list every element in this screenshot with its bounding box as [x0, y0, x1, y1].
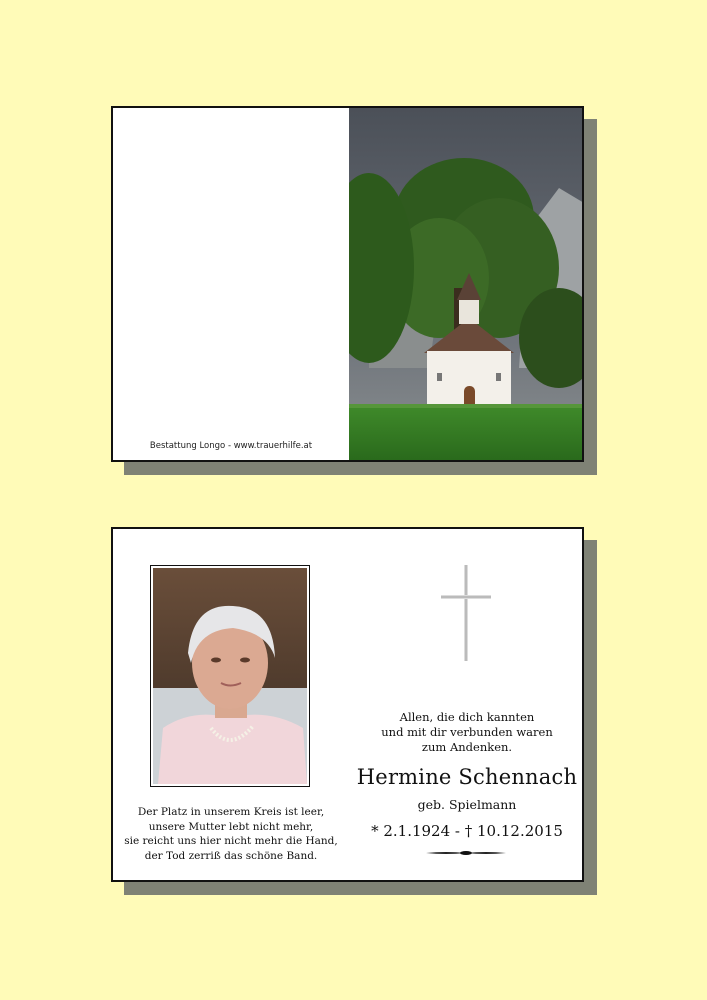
- poem-line: sie reicht uns hier nicht mehr die Hand,: [124, 835, 338, 847]
- front-card-back-panel: [113, 108, 349, 460]
- life-dates: * 2.1.1924 - † 10.12.2015: [371, 822, 563, 840]
- ornament-divider-icon: [426, 849, 506, 857]
- portrait-photo: [153, 568, 307, 784]
- front-card: [111, 106, 584, 462]
- poem-line: Der Platz in unserem Kreis ist leer,: [137, 806, 325, 818]
- chapel-photo: [349, 108, 584, 460]
- inside-card: [111, 527, 584, 882]
- dedication-line: zum Andenken.: [421, 740, 513, 754]
- maiden-name: geb. Spielmann: [417, 797, 517, 812]
- memorial-poem: [113, 805, 349, 863]
- dedication-text: [353, 710, 581, 755]
- poem-line: unsere Mutter lebt nicht mehr,: [148, 820, 314, 833]
- funeral-home-credit: Bestattung Longo - www.trauerhilfe.at: [149, 441, 313, 451]
- deceased-name: Hermine Schennach: [356, 765, 578, 789]
- dedication-line: Allen, die dich kannten: [399, 710, 535, 724]
- portrait-photo-frame: [150, 565, 310, 787]
- dedication-line: und mit dir verbunden waren: [381, 725, 553, 739]
- poem-line: der Tod zerriß das schöne Band.: [144, 849, 318, 862]
- cross-icon: [441, 565, 491, 661]
